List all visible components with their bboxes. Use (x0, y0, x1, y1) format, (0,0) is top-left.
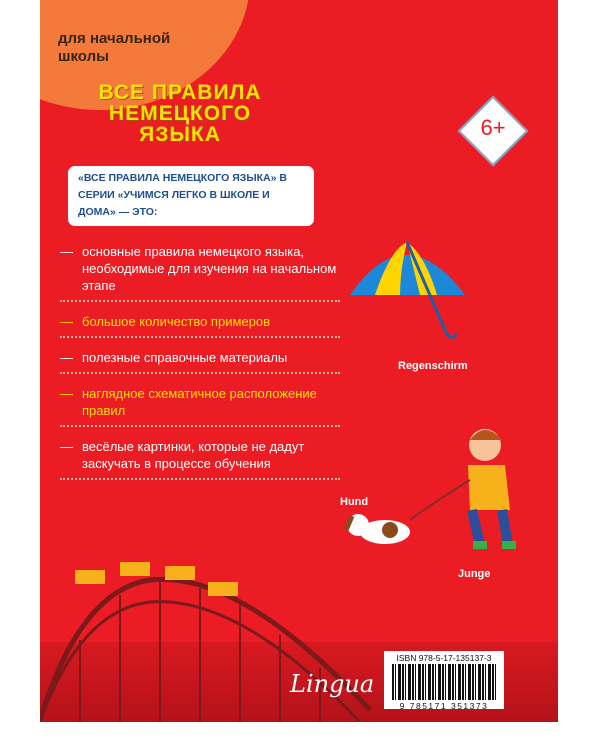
item-text: весёлые картинки, которые не дадут заскучать в процессе обучения (82, 439, 305, 471)
list-item (60, 346, 340, 374)
dash: — (60, 350, 73, 365)
item-text: основные правила немецкого языка, необходимые для изучения на начальном этапе (82, 244, 337, 293)
dash: — (60, 244, 73, 259)
item-text: большое количество примеров (82, 314, 270, 329)
umbrella-illustration (345, 230, 475, 350)
barcode-digits: 9 785171 351373 (399, 701, 489, 711)
item-text: наглядное схематичное расположение правил (82, 386, 317, 418)
intro-box: «ВСЕ ПРАВИЛА НЕМЕЦКОГО ЯЗЫКА» В СЕРИИ «УЧИМСЯ ЛЕГКО В ШКОЛЕ И ДОМА» — ЭТО: (68, 166, 314, 226)
list-item (60, 240, 340, 302)
title-line: ВСЕ ПРАВИЛА (98, 81, 262, 104)
barcode-bars (392, 664, 496, 700)
item-text: полезные справочные материалы (82, 350, 288, 365)
list-item (60, 382, 340, 427)
book-back-cover (40, 0, 558, 722)
dash: — (60, 386, 73, 401)
dash: — (60, 439, 73, 454)
barcode (384, 651, 504, 709)
feature-list (60, 240, 340, 488)
isbn-text: ISBN 978-5-17-135137-3 (396, 653, 492, 663)
list-item (60, 310, 340, 338)
book-title (80, 82, 280, 145)
dash: — (60, 314, 73, 329)
list-item (60, 435, 340, 480)
publisher-logo: Lingua (290, 670, 375, 698)
title-line: ЯЗЫКА (139, 123, 221, 146)
boy-label: Junge (458, 568, 491, 580)
age-rating: 6+ (480, 115, 506, 140)
audience-badge: для начальной школы (58, 30, 171, 65)
title-line: НЕМЕЦКОГО (108, 102, 252, 125)
boy-and-dog-illustration (330, 420, 530, 560)
dog-label: Hund (340, 496, 369, 508)
umbrella-label: Regenschirm (398, 360, 468, 372)
